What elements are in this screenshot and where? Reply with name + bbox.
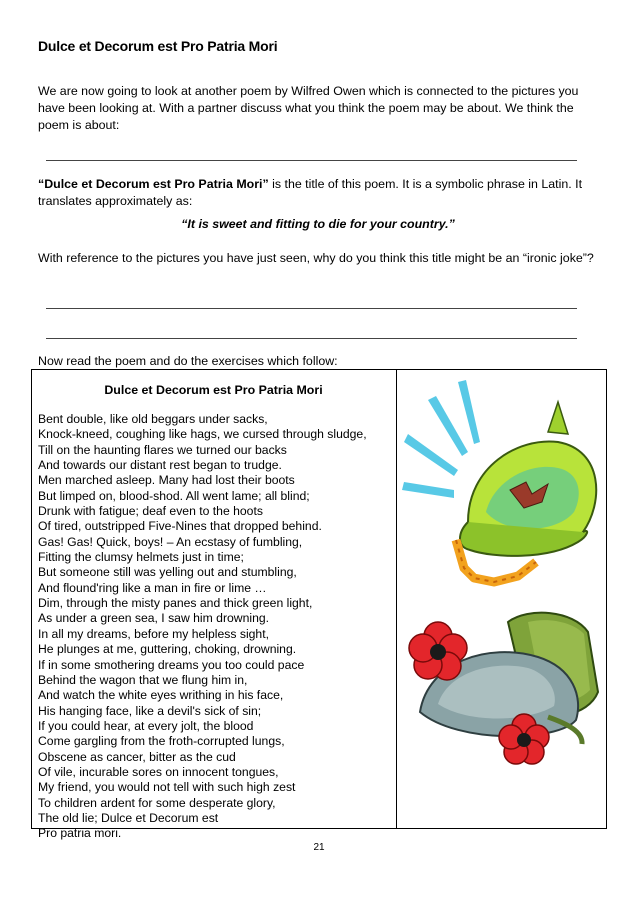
poem-line: But limped on, blood-shod. All went lame; all blind;: [38, 488, 310, 503]
poem-line: Gas! Gas! Quick, boys! – An ecstasy of fumbling,: [38, 534, 303, 549]
poem-lines: [38, 412, 394, 842]
poem-line: Behind the wagon that we flung him in,: [38, 672, 248, 687]
title-paragraph-rest: is the title of this poem. It is a symbolic phrase in Latin. It translates approximately as:: [38, 177, 583, 208]
poem-heading: Dulce et Decorum est Pro Patria Mori: [104, 383, 323, 397]
title-paragraph: [38, 176, 598, 210]
poem-line: Obscene as cancer, bitter as the cud: [38, 749, 236, 764]
poem-line: Fitting the clumsy helmets just in time;: [38, 550, 244, 565]
poem-line: Of vile, incurable sores on innocent tongues,: [38, 764, 279, 779]
translation: “It is sweet and fitting to die for your country.”: [181, 217, 455, 231]
poem-line: Pro patria mori.: [38, 826, 122, 841]
poem-line: His hanging face, like a devil's sick of sin;: [38, 703, 262, 718]
poem-line: Knock-kneed, coughing like hags, we cursed through sludge,: [38, 427, 367, 442]
question-paragraph: With reference to the pictures you have just seen, why do you think this title might be an “ironic joke”?: [38, 251, 594, 265]
poem-line: As under a green sea, I saw him drowning.: [38, 611, 270, 626]
poem-line: Till on the haunting flares we turned our backs: [38, 442, 287, 457]
poem-line: Bent double, like old beggars under sacks,: [38, 412, 268, 426]
poem-line: My friend, you would not tell with such high zest: [38, 780, 296, 795]
poem-line: Of tired, outstripped Five-Nines that dropped behind.: [38, 519, 322, 534]
helmet-poppies-clipart: [398, 372, 604, 826]
poem-line: If in some smothering dreams you too could pace: [38, 657, 305, 672]
answer-line-1[interactable]: [46, 160, 577, 161]
poem-line: And towards our distant rest began to trudge.: [38, 458, 282, 473]
poem-line: Come gargling from the froth-corrupted lungs,: [38, 734, 285, 749]
intro-paragraph: We are now going to look at another poem by Wilfred Owen which is connected to the pictures you have been looking at. With a partner discuss what you think the poem may be about. We think the poem is about:: [38, 84, 579, 132]
poem-line: The old lie; Dulce et Decorum est: [38, 810, 219, 825]
page-title: Dulce et Decorum est Pro Patria Mori: [38, 38, 278, 54]
poem-line: He plunges at me, guttering, choking, drowning.: [38, 642, 297, 657]
poem-line: Drunk with fatigue; deaf even to the hoots: [38, 504, 263, 519]
poem-line: Dim, through the misty panes and thick green light,: [38, 596, 313, 611]
poem-line: Men marched asleep. Many had lost their boots: [38, 473, 295, 488]
light-rays-icon: [402, 380, 480, 498]
poem-line: To children ardent for some desperate glory,: [38, 795, 276, 810]
poppy-icon: [409, 622, 467, 680]
read-instruction: Now read the poem and do the exercises which follow:: [38, 354, 338, 368]
quoted-title: “Dulce et Decorum est Pro Patria Mori”: [38, 177, 269, 191]
answer-line-2[interactable]: [46, 308, 577, 309]
poem-line: And flound'ring like a man in fire or lime …: [38, 580, 267, 595]
poem-line: But someone still was yelling out and stumbling,: [38, 565, 297, 580]
poem-line: And watch the white eyes writhing in his face,: [38, 688, 284, 703]
poem-table-divider: [396, 369, 397, 829]
poem-line: If you could hear, at every jolt, the blood: [38, 718, 254, 733]
page-number: 21: [313, 842, 325, 853]
answer-line-3[interactable]: [46, 338, 577, 339]
poem-line: In all my dreams, before my helpless sight,: [38, 626, 269, 641]
